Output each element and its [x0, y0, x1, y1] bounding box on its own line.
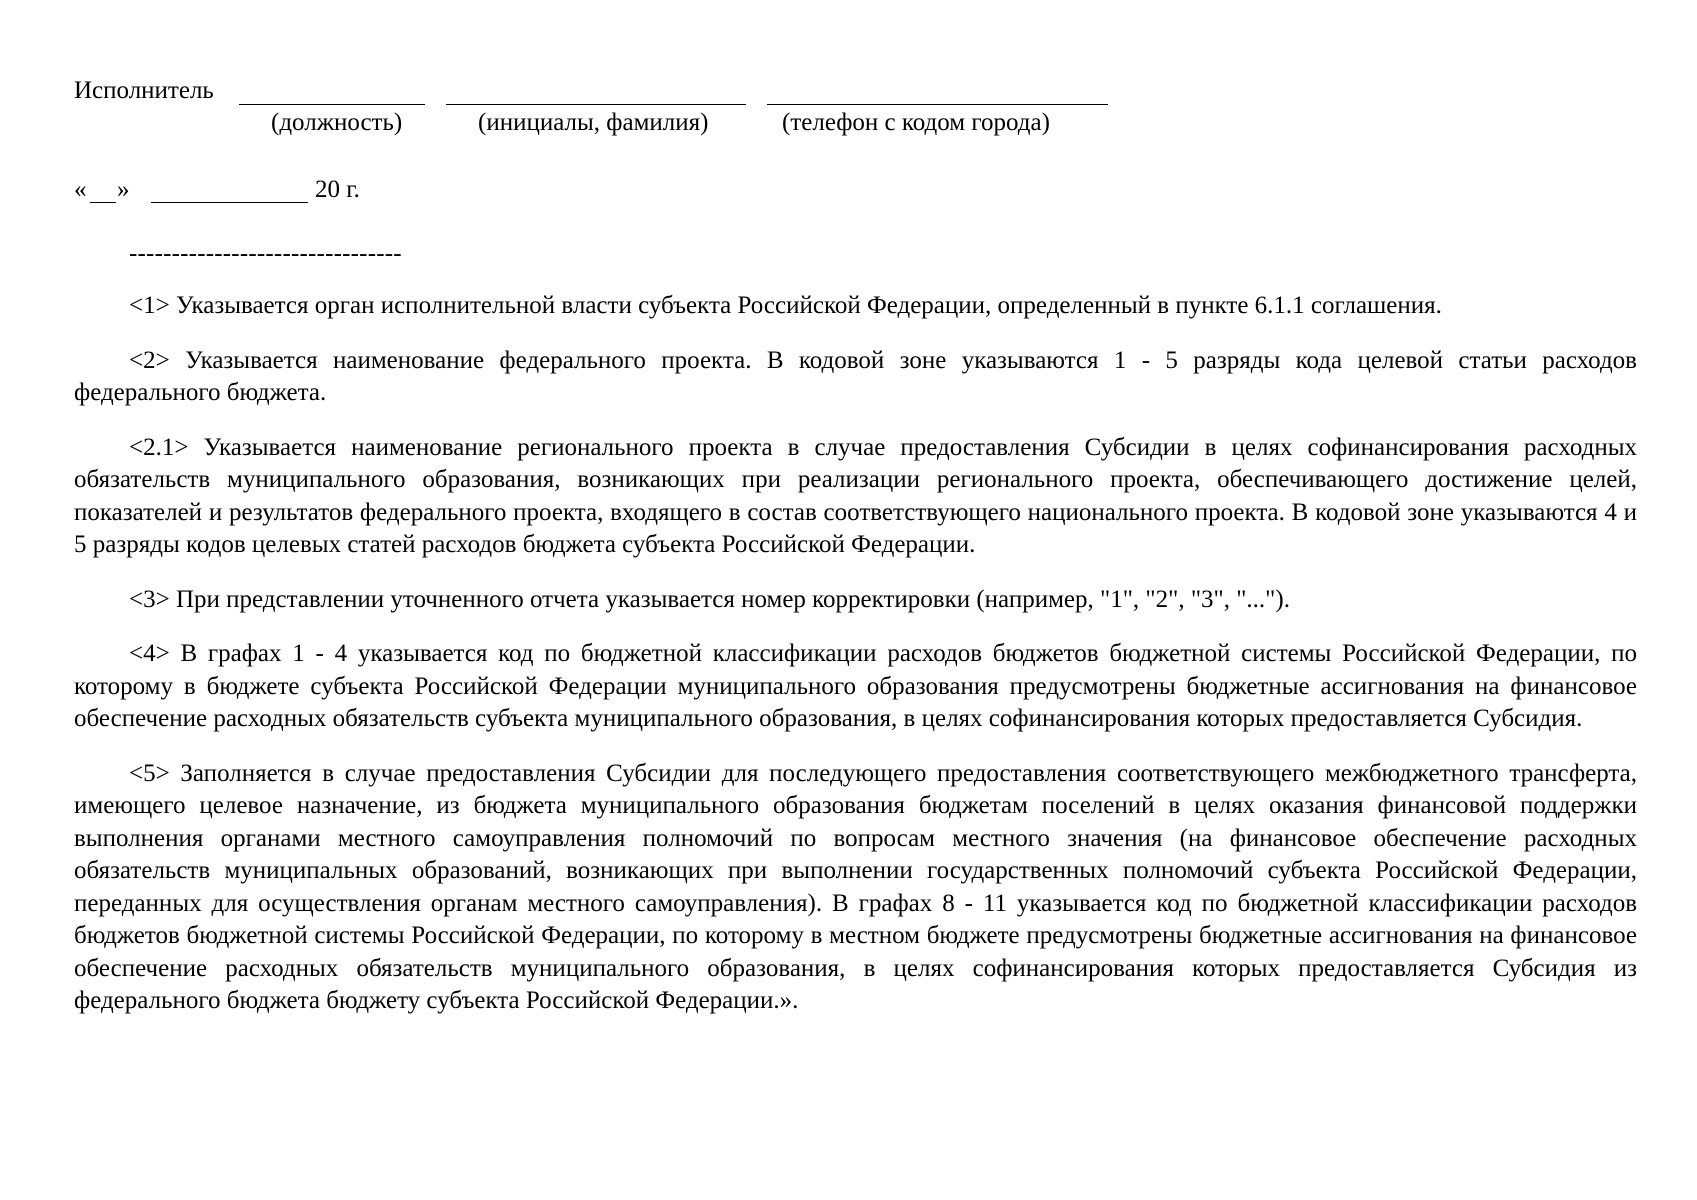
name-blank-line [446, 104, 746, 105]
position-blank-line [239, 104, 425, 105]
day-blank-line [90, 202, 116, 203]
date-quote-open: « [74, 176, 87, 203]
footnote-1: <1> Указывается орган исполнительной власти субъекта Российской Федерации, определенный в пункте 6.1.1 соглашения. [129, 292, 1442, 319]
month-blank-line [151, 202, 308, 203]
footnote-2-1: <2.1> Указывается наименование регионального проекта в случае предоставления Субсидии в целях софинансирования расходных обязательств муниципального образования, возникающих при реализации регионального проекта, обеспечивающего достижение целей, показателей и результатов федерального проекта, входящего в состав соответствующего национального проекта. В кодовой зоне указываются 4 и 5 разряды кодов целевых статей расходов бюджета субъекта Российской Федерации. [74, 433, 1637, 558]
executor-label: Исполнитель [74, 77, 214, 104]
footnote-2: <2> Указывается наименование федерального проекта. В кодовой зоне указываются 1 - 5 разряды кода целевой статьи расходов федерального бюджета. [74, 346, 1637, 406]
date-year-suffix: 20 г. [315, 176, 360, 203]
footnote-4: <4> В графах 1 - 4 указывается код по бюджетной классификации расходов бюджетов бюджетной системы Российской Федерации, по которому в бюджете субъекта Российской Федерации муниципального образования предусмотрены бюджетные ассигнования на финансовое обеспечение расходных обязательств субъекта муниципального образования, в целях софинансирования которых предоставляется Субсидия. [74, 640, 1637, 732]
footnotes-list [74, 290, 1637, 1040]
footnote-separator: -------------------------------- [129, 240, 402, 267]
phone-blank-line [767, 104, 1108, 105]
caption-name: (инициалы, фамилия) [478, 109, 709, 136]
footnote-5: <5> Заполняется в случае предоставления Субсидии для последующего предоставления соответствующего межбюджетного трансферта, имеющего целевое назначение, из бюджета муниципального образования бюджетам поселений в целях оказания финансовой поддержки выполнения органами местного самоуправления полномочий по вопросам местного значения (на финансовое обеспечение расходных обязательств муниципальных образований, возникающих при выполнении государственных полномочий субъекта Российской Федерации, переданных для осуществления органам местного самоуправления). В графах 8 - 11 указывается код по бюджетной классификации расходов бюджетов бюджетной системы Российской Федерации, по которому в местном бюджете предусмотрены бюджетные ассигнования на финансовое обеспечение расходных обязательств муниципального образования, в целях софинансирования которых предоставляется Субсидия из федерального бюджета бюджету субъекта Российской Федерации.». [74, 759, 1637, 1014]
caption-phone: (телефон с кодом города) [782, 109, 1050, 136]
date-quote-close: » [117, 176, 130, 203]
footnote-3: <3> При представлении уточненного отчета указывается номер корректировки (например, "1", "2", "3", "..."). [129, 585, 1290, 613]
caption-position: (должность) [271, 109, 403, 136]
